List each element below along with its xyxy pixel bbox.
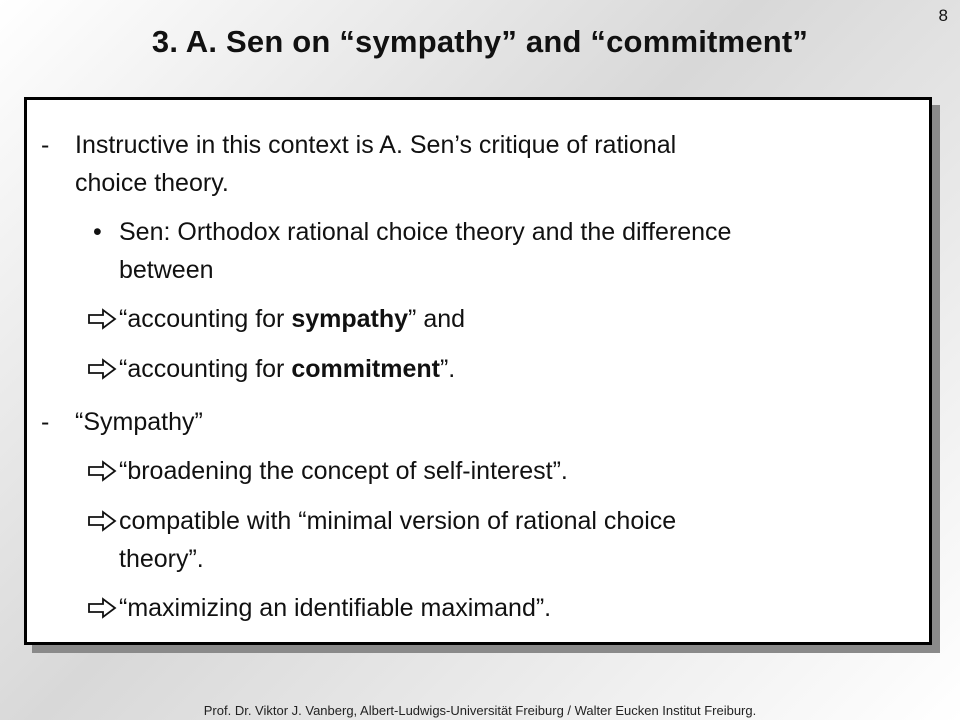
arrow2-text: “accounting for commitment”.: [119, 355, 456, 383]
item1-line2: choice theory.: [75, 169, 229, 197]
dash-marker: -: [41, 408, 50, 436]
slide-number: 8: [938, 6, 948, 25]
hollow-right-arrow-icon: [87, 358, 117, 380]
footer-credit: Prof. Dr. Viktor J. Vanberg, Albert-Ludwigs-Universität Freiburg / Walter Eucken Institut Freiburg.: [203, 703, 757, 718]
content-box: [24, 97, 932, 645]
slide-title: 3. A. Sen on “sympathy” and “commitment”: [151, 24, 809, 59]
arrow4-line2: theory”.: [119, 545, 204, 573]
item2-text: “Sympathy”: [75, 408, 203, 436]
arrow5-text: “maximizing an identifiable maximand”.: [119, 594, 552, 622]
sub1-line1: Sen: Orthodox rational choice theory and the difference: [119, 218, 732, 246]
arrow1-text: “accounting for sympathy” and: [119, 305, 466, 333]
dash-marker: -: [41, 131, 50, 159]
hollow-right-arrow-icon: [87, 308, 117, 330]
hollow-right-arrow-icon: [87, 597, 117, 619]
arrow4-line1: compatible with “minimal version of rational choice: [119, 507, 677, 535]
bullet-marker: •: [93, 218, 102, 246]
arrow3-text: “broadening the concept of self-interest”.: [119, 457, 568, 485]
hollow-right-arrow-icon: [87, 460, 117, 482]
sub1-line2: between: [119, 256, 214, 284]
hollow-right-arrow-icon: [87, 510, 117, 532]
item1-line1: Instructive in this context is A. Sen’s critique of rational: [75, 131, 677, 159]
